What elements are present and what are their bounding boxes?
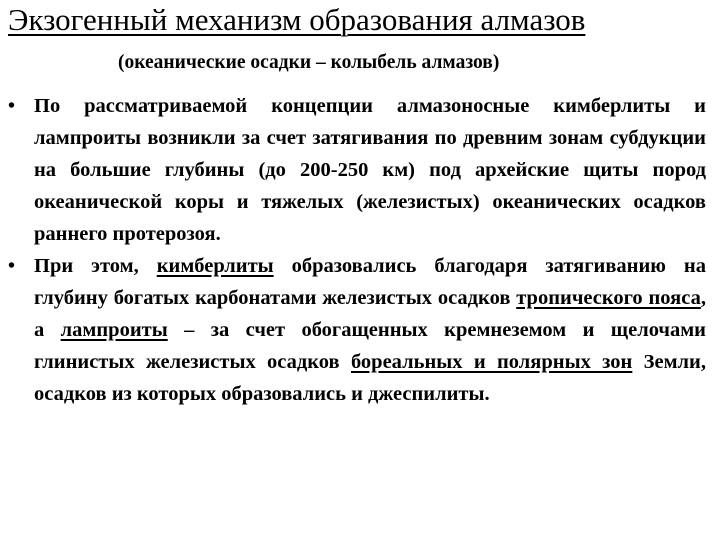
bullet-text: По рассматриваемой концепции алмазоносные кимберлиты и лампроиты возникли за счет затягивания по древним зонам субдукции на большие глубины (до 200-250 км) под архейские щиты пород океанической коры и тяжелых (железистых) океанических осадков раннего протерозоя. xyxy=(34,95,706,245)
bullet-text-segment: образовались благодаря затягиванию на глубину богатых карбонатами железистых осадков xyxy=(34,255,706,309)
bullet-icon: • xyxy=(8,95,16,117)
bullet-text-segment: Земли, осадков из которых образовались и джеспилиты. xyxy=(34,351,706,405)
term-lamproites: лампроиты xyxy=(60,319,168,341)
bullet-text-segment: – за счет обогащенных кремнеземом и щелочами глинистых железистых осадков xyxy=(34,319,706,373)
bullet-text-segment: , а xyxy=(34,287,706,341)
slide-title: Экзогенный механизм образования алмазов xyxy=(8,2,586,37)
term-kimberlites: кимберлиты xyxy=(156,255,274,277)
bullet-item-concept xyxy=(8,90,706,250)
bullet-list xyxy=(8,90,706,410)
term-boreal-polar-zones: бореальных и полярных зон xyxy=(350,351,633,373)
bullet-icon: • xyxy=(8,255,16,277)
bullet-item-details xyxy=(8,250,706,410)
term-tropical-belt: тропического пояса xyxy=(516,287,701,309)
slide-subtitle: (океанические осадки – колыбель алмазов) xyxy=(118,52,500,73)
bullet-text-segment: При этом, xyxy=(34,255,157,277)
